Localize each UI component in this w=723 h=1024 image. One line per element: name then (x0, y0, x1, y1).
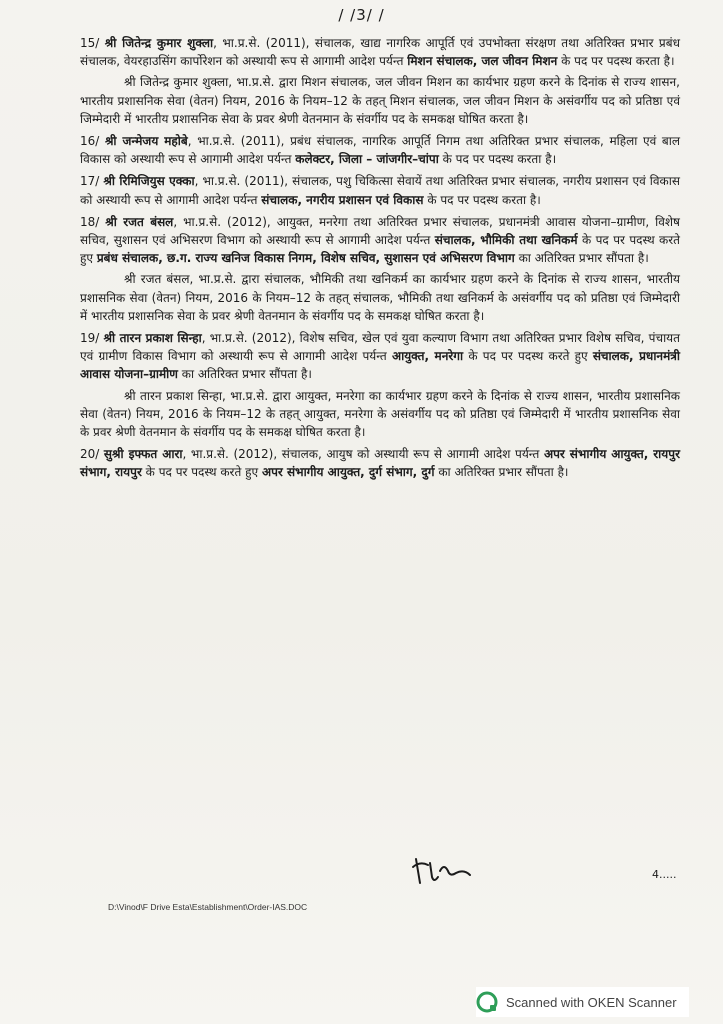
posting-title: आयुक्त, मनरेगा (391, 349, 464, 364)
signature-icon (410, 853, 480, 893)
order-item-19 (80, 329, 680, 384)
item-number: 20/ (80, 447, 104, 462)
item-number: 16/ (80, 134, 105, 149)
item-text: के पद पर पदस्थ करता है। (423, 192, 541, 207)
page-number: / /3/ / (338, 6, 385, 24)
item-number: 19/ (80, 331, 104, 346)
posting-title: कलेक्टर, जिला – जांजगीर–चांपा (295, 152, 439, 167)
item-text: के पद पर पदस्थ करते हुए (80, 233, 681, 266)
item-number: 18/ (80, 214, 106, 229)
order-item-17 (80, 172, 680, 208)
order-body (80, 34, 680, 482)
order-item-20 (80, 445, 680, 481)
posting-title: संचालक, भौमिकी तथा खनिकर्म (434, 233, 578, 248)
additional-charge-title: अपर संभागीय आयुक्त, दुर्ग संभाग, दुर्ग (261, 465, 435, 480)
scanner-watermark (476, 987, 689, 1017)
posting-title: संचालक, नगरीय प्रशासन एवं विकास (261, 192, 424, 207)
order-item-15 (80, 34, 680, 70)
item-text: , भा.प्र.से. (2011), संचालक, खाद्य नागरिक आपूर्ति एवं उपभोक्ता संरक्षण तथा अतिरिक्त प्रभार प्रबंध संचालक, वेयरहाउसिंग कार्पोरेशन को अस्थायी रूप से आगामी आदेश पर्यन्त (80, 36, 680, 69)
scanner-label: Scanned with OKEN Scanner (506, 994, 677, 1010)
item-number: 15/ (80, 36, 105, 50)
additional-charge-title: संचालक, प्रधानमंत्री आवास योजना–ग्रामीण (80, 349, 680, 382)
continuation-marker: 4..... (652, 868, 677, 881)
equivalence-note-15: श्री जितेन्द्र कुमार शुक्ला, भा.प्र.से. द्वारा मिशन संचालक, जल जीवन मिशन का कार्यभार ग्रहण करने के दिनांक से राज्य शासन, भारतीय प्रशासनिक सेवा (वेतन) नियम, 2016 के नियम–12 के तहत् मिशन संचालक, जल जीवन मिशन के असंवर्गीय पद को प्रतिष्ठा एवं जिम्मेदारी में भारतीय प्रशासनिक सेवा के प्रवर श्रेणी वेतनमान के संवर्गीय पद के समकक्ष घोषित करता है। (80, 75, 680, 126)
item-text: का अतिरिक्त प्रभार सौंपता है। (514, 251, 649, 266)
posting-title: अपर संभागीय आयुक्त, रायपुर संभाग, रायपुर (80, 447, 680, 480)
oken-scanner-logo-icon (476, 991, 498, 1013)
item-text: के पद पर पदस्थ करते हुए (141, 465, 262, 480)
item-text: , भा.प्र.से. (2012), विशेष सचिव, खेल एवं युवा कल्याण विभाग तथा अतिरिक्त प्रभार विशेष सचिव, पंचायत एवं ग्रामीण विकास विभाग को अस्थायी रूप से आगामी आदेश पर्यन्त (80, 331, 680, 364)
item-text: , भा.प्र.से. (2011), संचालक, पशु चिकित्सा सेवायें तथा अतिरिक्त प्रभार संचालक, नगरीय प्रशासन एवं विकास को अस्थायी रूप से आगामी आदेश पर्यन्त (80, 174, 680, 207)
officer-name: श्री जन्मेजय महोबे (104, 134, 188, 149)
order-item-18 (80, 213, 680, 268)
equivalence-note-19: श्री तारन प्रकाश सिन्हा, भा.प्र.से. द्वारा आयुक्त, मनरेगा का कार्यभार ग्रहण करने के दिनांक से राज्य शासन, भारतीय प्रशासनिक सेवा (वेतन) नियम, 2016 के नियम–12 के तहत् आयुक्त, मनरेगा के असंवर्गीय पद को प्रतिष्ठा एवं जिम्मेदारी में भारतीय प्रशासनिक सेवा के प्रवर श्रेणी वेतनमान के संवर्गीय पद के समकक्ष घोषित करता है। (80, 388, 680, 440)
additional-charge-title: प्रबंध संचालक, छ.ग. राज्य खनिज विकास निगम, विशेष सचिव, सुशासन एवं अभिसरण विभाग (96, 251, 515, 266)
officer-name: श्री रजत बंसल (105, 214, 174, 229)
officer-name: सुश्री इफ्फत आरा (103, 447, 183, 462)
officer-name: श्री तारन प्रकाश सिन्हा (103, 331, 202, 346)
posting-title: मिशन संचालक, जल जीवन मिशन (407, 54, 558, 69)
item-text: के पद पर पदस्थ करते हुए (463, 349, 593, 364)
item-text: के पद पर पदस्थ करता है। (438, 152, 557, 167)
item-text: का अतिरिक्त प्रभार सौंपता है। (177, 367, 312, 382)
order-item-16 (80, 132, 680, 168)
equivalence-note-18: श्री रजत बंसल, भा.प्र.से. द्वारा संचालक, भौमिकी तथा खनिकर्म का कार्यभार ग्रहण करने के दिनांक से राज्य शासन, भारतीय प्रशासनिक सेवा (वेतन) नियम, 2016 के नियम–12 के तहत् संचालक, भौमिकी तथा खनिकर्म के असंवर्गीय पद को प्रतिष्ठा एवं जिम्मेदारी में भारतीय प्रशासनिक सेवा के प्रवर श्रेणी वेतनमान के संवर्गीय पद के समकक्ष घोषित करता है। (80, 272, 680, 323)
officer-name: श्री जितेन्द्र कुमार शुक्ला (104, 36, 214, 50)
item-text: का अतिरिक्त प्रभार सौंपता है। (434, 465, 569, 480)
officer-name: श्री रिमिजियुस एक्का (103, 174, 195, 189)
item-text: , भा.प्र.से. (2012), आयुक्त, मनरेगा तथा अतिरिक्त प्रभार संचालक, प्रधानमंत्री आवास योजना–ग्रामीण, विशेष सचिव, सुशासन एवं अभिसरण विभाग को अस्थायी रूप से आगामी आदेश पर्यन्त (80, 214, 680, 248)
item-text: , भा.प्र.से. (2011), प्रबंध संचालक, नागरिक आपूर्ति निगम तथा अतिरिक्त प्रभार संचालक, महिला एवं बाल विकास को अस्थायी रूप से आगामी आदेश पर्यन्त (80, 134, 680, 167)
file-path: D:\Vinod\F Drive Esta\Establishment\Order-IAS.DOC (108, 902, 308, 912)
item-text: , भा.प्र.से. (2012), संचालक, आयुष को अस्थायी रूप से आगामी आदेश पर्यन्त (182, 447, 544, 462)
item-text: के पद पर पदस्थ करता है। (557, 54, 675, 69)
item-number: 17/ (80, 174, 104, 189)
